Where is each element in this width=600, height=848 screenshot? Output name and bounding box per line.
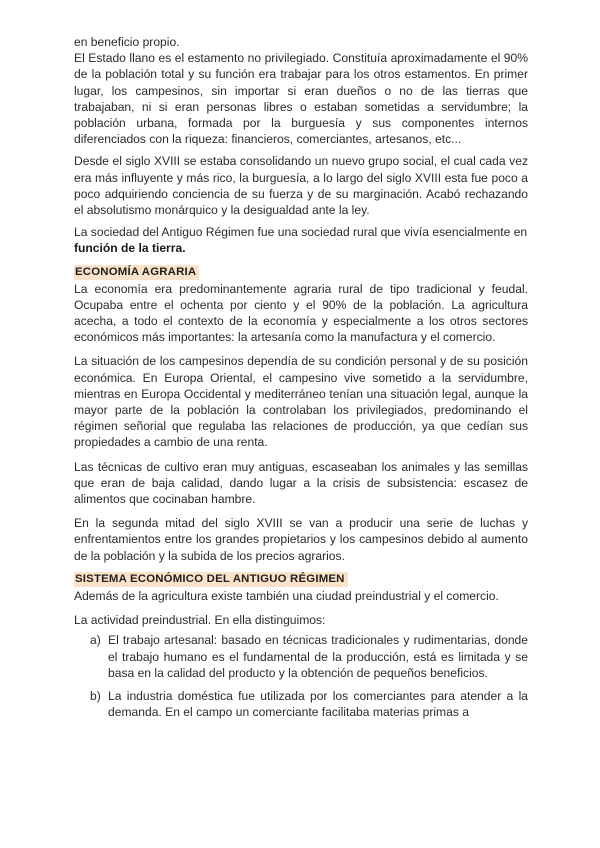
paragraph-sociedad-rural: [74, 224, 528, 256]
paragraph-burguesia: Desde el siglo XVIII se estaba consolidando un nuevo grupo social, el cual cada vez era más influyente y más rico, la burguesía, a lo largo del siglo XVIII esta fue poco a poco adquiriendo conciencia de su fuerza y de su marginación. Acabó rechazando el absolutismo monárquico y la desigualdad ante la ley.: [74, 154, 528, 218]
preindustrial-list: [74, 632, 528, 720]
paragraph-ciudad-preindustrial: Además de la agricultura existe también una ciudad preindustrial y el comercio.: [74, 588, 499, 603]
heading-economia-agraria-wrap: [74, 263, 528, 280]
heading-sistema-economico-wrap: [74, 570, 528, 587]
list-item: [74, 632, 528, 681]
paragraph-campesinos: La situación de los campesinos dependía de su condición personal y de su posición económica. En Europa Oriental, el campesino vive sometido a la servidumbre, mientras en Europa Occidental y mediterráneo tenían una situación legal, aunque la mayor parte de la población la controlaban los privilegiados, predominando el régimen señorial que regulaba las relaciones de producción, ya que cedían sus propiedades a cambio de una renta.: [74, 354, 528, 450]
paragraph-tecnicas-cultivo: Las técnicas de cultivo eran muy antiguas, escaseaban los animales y las semillas que eran de baja calidad, dando lugar a la crisis de subsistencia: escasez de alimentos que cocinaban hambre.: [74, 459, 528, 507]
list-marker: b): [90, 688, 101, 703]
paragraph-economia: La economía era predominantemente agraria rural de tipo tradicional y feudal. Ocupaba entre el ochenta por ciento y el 90% de la población. La agricultura acecha, a todo el contexto de la economía y especialmente a los otros sectores económicos más importantes: la artesanía como la manufactura y el comercio.: [74, 281, 528, 345]
sociedad-rural-text: La sociedad del Antiguo Régimen fue una sociedad rural que vivía esencialmente en: [74, 225, 528, 240]
paragraph-estado-llano: El Estado llano es el estamento no privilegiado. Constituía aproximadamente el 90% de la población total y su función era trabajar para los otros estamentos. En primer lugar, los campesinos, sin importar si eran dueños o no de las tierras que trabajaban, ni si eran personas libres o estaban sometidas a servidumbre; la población urbana, formada por la burguesía y sus componentes internos diferenciados con la riqueza: financieros, comerciantes, artesanos, etc...: [74, 51, 528, 147]
heading-economia-agraria: ECONOMÍA AGRARIA: [74, 265, 199, 280]
paragraph-continuation: en beneficio propio.: [74, 35, 180, 49]
list-item: [74, 688, 528, 720]
heading-sistema-economico: SISTEMA ECONÓMICO DEL ANTIGUO RÉGIMEN: [74, 572, 348, 587]
list-marker: a): [90, 633, 101, 648]
list-item-text: El trabajo artesanal: basado en técnicas tradicionales y rudimentarias, donde el trabajo humano es el fundamental de la producción, está es limitada y se basa en la calidad del producto y la obtención de pequeños beneficios.: [108, 633, 528, 680]
list-item-text: La industria doméstica fue utilizada por los comerciantes para atender a la demanda. En el campo un comerciante facilitaba materias primas a: [108, 688, 528, 720]
paragraph-segunda-mitad: En la segunda mitad del siglo XVIII se van a producir una serie de luchas y enfrentamientos entre los grandes propietarios y los campesinos debido al aumento de la población y la subida de los precios agrarios.: [74, 516, 528, 563]
document-page: [74, 34, 528, 720]
sociedad-rural-bold: función de la tierra.: [74, 241, 186, 256]
paragraph-actividad-preindustrial: La actividad preindustrial. En ella distinguimos:: [74, 613, 326, 628]
